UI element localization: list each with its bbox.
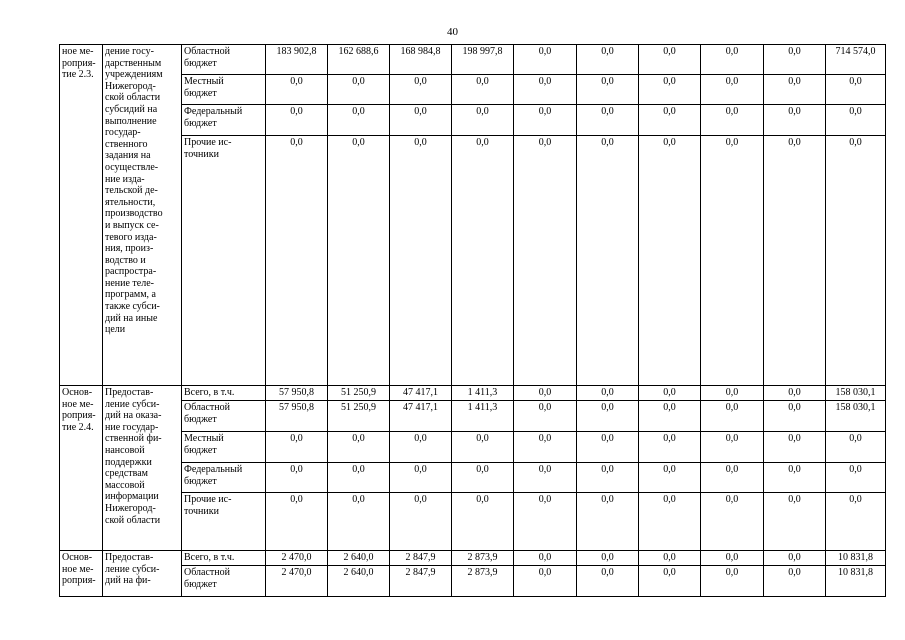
amount-cell: 0,0 (514, 566, 577, 597)
amount-cell: 0,0 (266, 75, 328, 105)
amount-cell: 0,0 (701, 401, 764, 432)
measure-name-cell (60, 551, 103, 597)
funding-source-cell (182, 75, 266, 105)
funding-source-cell-line: Федеральный (184, 464, 243, 475)
amount-cell: 0,0 (701, 136, 764, 386)
amount-cell: 0,0 (577, 463, 639, 493)
total-cell: 158 030,1 (826, 401, 886, 432)
measure-description-cell-line: выполнение (105, 115, 157, 127)
amount-cell: 47 417,1 (390, 386, 452, 401)
measure-description-cell-line: государ- (105, 127, 141, 139)
amount-cell: 0,0 (328, 136, 390, 386)
amount-cell: 0,0 (701, 566, 764, 597)
amount-cell: 2 640,0 (328, 551, 390, 566)
amount-cell: 0,0 (514, 463, 577, 493)
amount-cell: 0,0 (577, 401, 639, 432)
amount-cell: 0,0 (452, 136, 514, 386)
funding-source-cell (182, 386, 266, 401)
measure-name-cell-line: роприя- (62, 575, 96, 587)
table-row (60, 45, 886, 75)
measure-description-cell-line: задания на (105, 150, 151, 162)
amount-cell: 0,0 (764, 432, 826, 463)
amount-cell: 0,0 (764, 566, 826, 597)
funding-source-cell-line: точники (184, 505, 219, 517)
amount-cell: 0,0 (639, 386, 701, 401)
amount-cell: 0,0 (266, 463, 328, 493)
funding-source-cell (182, 551, 266, 566)
amount-cell: 0,0 (701, 493, 764, 551)
funding-source-cell-line: Областной (184, 402, 231, 413)
table-row (60, 551, 886, 566)
amount-cell: 0,0 (266, 493, 328, 551)
amount-cell: 0,0 (701, 386, 764, 401)
measure-description-cell-line: Нижегород- (105, 502, 156, 514)
amount-cell: 168 984,8 (390, 45, 452, 75)
funding-source-cell (182, 136, 266, 386)
amount-cell: 0,0 (639, 105, 701, 136)
measure-description-cell-line: информации (105, 491, 159, 503)
amount-cell: 162 688,6 (328, 45, 390, 75)
funding-source-cell (182, 45, 266, 75)
amount-cell: 0,0 (639, 463, 701, 493)
measure-description-cell-line: также субси- (105, 301, 160, 313)
amount-cell: 198 997,8 (452, 45, 514, 75)
amount-cell: 0,0 (577, 566, 639, 597)
measure-description-cell-line: ственного (105, 138, 148, 150)
amount-cell: 0,0 (764, 401, 826, 432)
amount-cell: 0,0 (514, 551, 577, 566)
measure-description-cell-line: ление субси- (105, 563, 160, 575)
measure-description-cell-line: ление субси- (105, 398, 160, 410)
measure-description-cell-line: поддержки (105, 456, 152, 468)
amount-cell: 0,0 (764, 551, 826, 566)
funding-source-cell-line: Федеральный (184, 106, 243, 117)
amount-cell: 0,0 (390, 136, 452, 386)
amount-cell: 2 640,0 (328, 566, 390, 597)
total-cell: 10 831,8 (826, 566, 886, 597)
measure-name-cell-line: ное ме- (62, 563, 94, 575)
amount-cell: 0,0 (452, 105, 514, 136)
measure-description-cell-line: программ, а (105, 289, 156, 301)
total-cell: 0,0 (826, 463, 886, 493)
amount-cell: 0,0 (452, 493, 514, 551)
amount-cell: 0,0 (514, 386, 577, 401)
amount-cell: 57 950,8 (266, 386, 328, 401)
measure-description-cell-line: ятельности, (105, 196, 156, 208)
measure-name-cell-line: ное ме- (62, 46, 94, 57)
table-row (60, 463, 886, 493)
amount-cell: 0,0 (390, 463, 452, 493)
table-row (60, 432, 886, 463)
funding-source-cell (182, 566, 266, 597)
measure-description-cell-line: нансовой (105, 444, 145, 456)
measure-description-cell-line: Предостав- (105, 387, 154, 398)
amount-cell: 0,0 (764, 463, 826, 493)
funding-source-cell-line: бюджет (184, 475, 217, 487)
funding-source-cell-line: точники (184, 148, 219, 160)
measure-description-cell (103, 45, 182, 386)
total-cell: 0,0 (826, 493, 886, 551)
measure-description-cell-line: дий на иные (105, 312, 158, 324)
total-cell: 0,0 (826, 136, 886, 386)
amount-cell: 0,0 (390, 493, 452, 551)
table-row (60, 136, 886, 386)
amount-cell: 0,0 (328, 75, 390, 105)
amount-cell: 0,0 (639, 136, 701, 386)
measure-description-cell (103, 551, 182, 597)
measure-description-cell-line: дий на фи- (105, 575, 151, 587)
amount-cell: 2 847,9 (390, 551, 452, 566)
amount-cell: 0,0 (452, 75, 514, 105)
funding-source-cell-line: Областной (184, 46, 231, 57)
funding-source-cell-line: Всего, в т.ч. (184, 552, 235, 563)
measure-description-cell-line: осуществле- (105, 161, 159, 173)
amount-cell: 0,0 (266, 105, 328, 136)
table-row (60, 75, 886, 105)
amount-cell: 0,0 (639, 493, 701, 551)
amount-cell: 0,0 (577, 493, 639, 551)
amount-cell: 0,0 (701, 463, 764, 493)
measure-name-cell-line: тие 2.3. (62, 69, 94, 81)
measure-description-cell-line: субсидий на (105, 103, 158, 115)
measure-description-cell-line: дение госу- (105, 46, 154, 57)
measure-description-cell-line: распростра- (105, 266, 157, 278)
amount-cell: 0,0 (390, 105, 452, 136)
amount-cell: 0,0 (701, 45, 764, 75)
page-number: 40 (447, 26, 458, 38)
table-row (60, 493, 886, 551)
funding-source-cell-line: бюджет (184, 413, 217, 425)
funding-source-cell-line: Местный (184, 76, 224, 87)
measure-description-cell (103, 386, 182, 551)
measure-description-cell-line: ние государ- (105, 421, 159, 433)
measure-description-cell-line: Предостав- (105, 552, 154, 563)
measure-description-cell-line: дий на оказа- (105, 410, 162, 422)
funding-source-cell-line: бюджет (184, 87, 217, 99)
amount-cell: 0,0 (514, 432, 577, 463)
total-cell: 10 831,8 (826, 551, 886, 566)
funding-source-cell-line: бюджет (184, 57, 217, 69)
amount-cell: 2 470,0 (266, 551, 328, 566)
amount-cell: 51 250,9 (328, 401, 390, 432)
measure-description-cell-line: нение теле- (105, 277, 154, 289)
amount-cell: 0,0 (390, 75, 452, 105)
funding-source-cell-line: бюджет (184, 578, 217, 590)
total-cell: 714 574,0 (826, 45, 886, 75)
measure-name-cell (60, 45, 103, 386)
measure-name-cell-line: Основ- (62, 552, 93, 563)
funding-source-cell (182, 463, 266, 493)
amount-cell: 2 847,9 (390, 566, 452, 597)
amount-cell: 183 902,8 (266, 45, 328, 75)
amount-cell: 0,0 (764, 493, 826, 551)
total-cell: 0,0 (826, 105, 886, 136)
amount-cell: 0,0 (266, 432, 328, 463)
amount-cell: 0,0 (764, 136, 826, 386)
amount-cell: 47 417,1 (390, 401, 452, 432)
funding-source-cell-line: Прочие ис- (184, 494, 232, 505)
measure-description-cell-line: ской области (105, 92, 161, 104)
measure-description-cell-line: производство (105, 208, 163, 220)
funding-source-cell-line: Прочие ис- (184, 137, 232, 148)
amount-cell: 1 411,3 (452, 386, 514, 401)
amount-cell: 2 873,9 (452, 566, 514, 597)
amount-cell: 1 411,3 (452, 401, 514, 432)
amount-cell: 0,0 (639, 75, 701, 105)
measure-description-cell-line: ской области (105, 514, 161, 526)
funding-source-cell (182, 493, 266, 551)
amount-cell: 0,0 (514, 493, 577, 551)
measure-name-cell-line: тие 2.4. (62, 421, 94, 433)
measure-description-cell-line: водство и (105, 254, 146, 266)
amount-cell: 0,0 (577, 551, 639, 566)
budget-table (59, 44, 886, 597)
amount-cell: 0,0 (639, 566, 701, 597)
amount-cell: 0,0 (639, 432, 701, 463)
total-cell: 158 030,1 (826, 386, 886, 401)
funding-source-cell-line: Всего, в т.ч. (184, 387, 235, 398)
table-row (60, 566, 886, 597)
measure-name-cell-line: ное ме- (62, 398, 94, 410)
funding-source-cell-line: Областной (184, 567, 231, 578)
funding-source-cell (182, 401, 266, 432)
amount-cell: 0,0 (452, 432, 514, 463)
amount-cell: 2 470,0 (266, 566, 328, 597)
amount-cell: 0,0 (390, 432, 452, 463)
amount-cell: 0,0 (577, 386, 639, 401)
amount-cell: 0,0 (764, 386, 826, 401)
funding-source-cell (182, 432, 266, 463)
amount-cell: 0,0 (701, 432, 764, 463)
amount-cell: 0,0 (577, 136, 639, 386)
measure-description-cell-line: средствам (105, 468, 148, 480)
measure-description-cell-line: цели (105, 324, 126, 336)
measure-description-cell-line: ния, произ- (105, 243, 154, 255)
amount-cell: 0,0 (764, 75, 826, 105)
amount-cell: 0,0 (577, 432, 639, 463)
amount-cell: 57 950,8 (266, 401, 328, 432)
amount-cell: 0,0 (764, 105, 826, 136)
amount-cell: 0,0 (514, 136, 577, 386)
amount-cell: 0,0 (514, 75, 577, 105)
amount-cell: 0,0 (514, 401, 577, 432)
funding-source-cell-line: Местный (184, 433, 224, 444)
amount-cell: 0,0 (577, 105, 639, 136)
funding-source-cell-line: бюджет (184, 117, 217, 129)
measure-description-cell-line: дарственным (105, 57, 162, 69)
amount-cell: 0,0 (701, 551, 764, 566)
amount-cell: 0,0 (577, 45, 639, 75)
measure-description-cell-line: Нижегород- (105, 80, 156, 92)
amount-cell: 2 873,9 (452, 551, 514, 566)
table-row (60, 386, 886, 401)
amount-cell: 0,0 (514, 45, 577, 75)
amount-cell: 0,0 (701, 105, 764, 136)
amount-cell: 0,0 (639, 401, 701, 432)
amount-cell: 0,0 (577, 75, 639, 105)
measure-description-cell-line: тевого изда- (105, 231, 157, 243)
measure-description-cell-line: тельской де- (105, 185, 158, 197)
amount-cell: 0,0 (328, 493, 390, 551)
table-row (60, 401, 886, 432)
amount-cell: 0,0 (266, 136, 328, 386)
amount-cell: 0,0 (514, 105, 577, 136)
amount-cell: 0,0 (328, 432, 390, 463)
measure-description-cell-line: ние изда- (105, 173, 145, 185)
amount-cell: 0,0 (764, 45, 826, 75)
amount-cell: 0,0 (328, 105, 390, 136)
amount-cell: 0,0 (639, 551, 701, 566)
total-cell: 0,0 (826, 432, 886, 463)
measure-description-cell-line: учреждениям (105, 69, 163, 81)
amount-cell: 0,0 (328, 463, 390, 493)
amount-cell: 0,0 (452, 463, 514, 493)
amount-cell: 0,0 (701, 75, 764, 105)
table-row (60, 105, 886, 136)
measure-name-cell-line: роприя- (62, 57, 96, 69)
total-cell: 0,0 (826, 75, 886, 105)
measure-description-cell-line: массовой (105, 479, 145, 491)
measure-name-cell-line: Основ- (62, 387, 93, 398)
amount-cell: 51 250,9 (328, 386, 390, 401)
measure-description-cell-line: и выпуск се- (105, 219, 159, 231)
funding-source-cell-line: бюджет (184, 444, 217, 456)
measure-name-cell-line: роприя- (62, 410, 96, 422)
measure-name-cell (60, 386, 103, 551)
amount-cell: 0,0 (639, 45, 701, 75)
funding-source-cell (182, 105, 266, 136)
measure-description-cell-line: ственной фи- (105, 433, 162, 445)
